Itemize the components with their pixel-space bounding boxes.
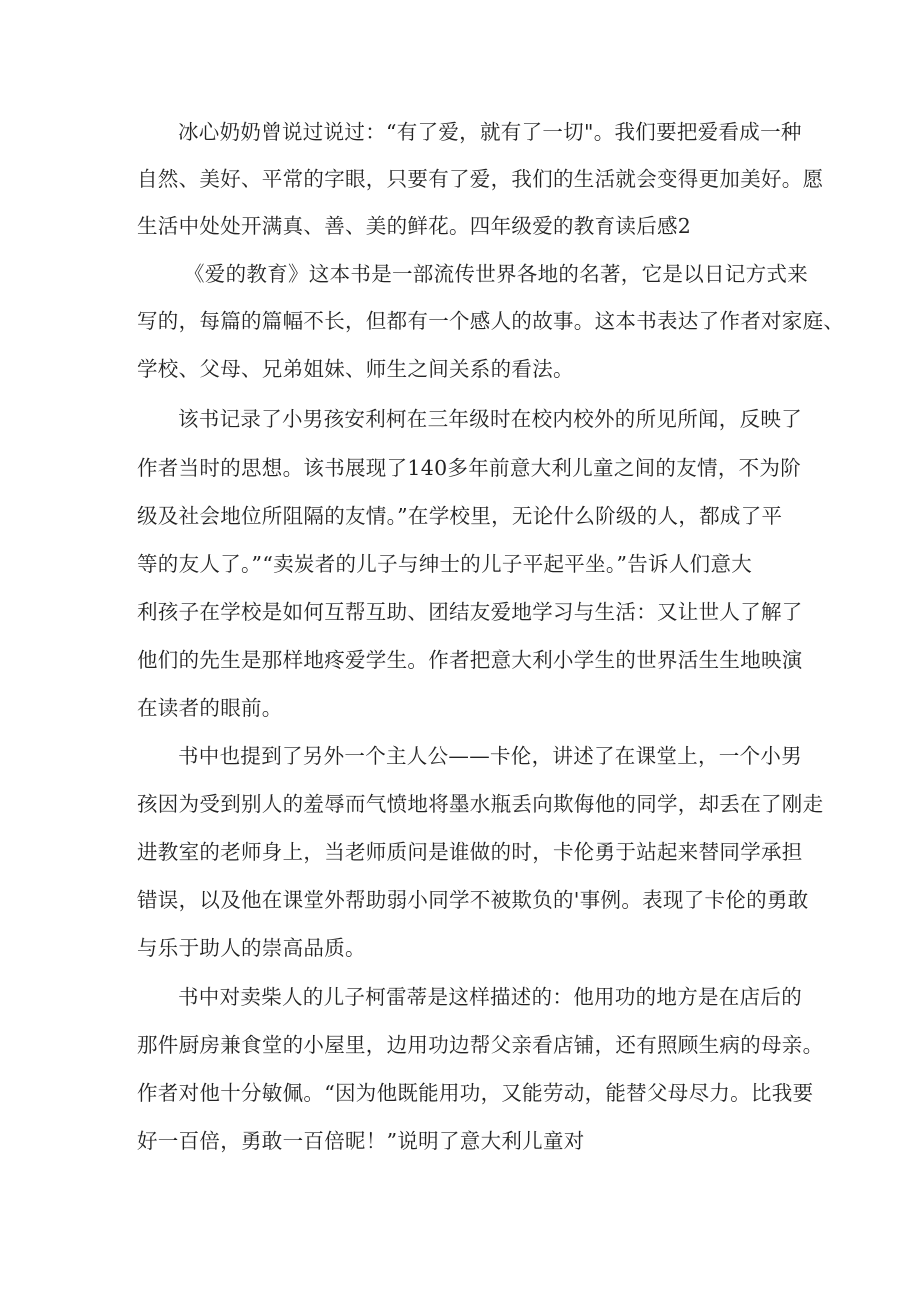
paragraph-1-line-3: 生活中处处开满真、善、美的鲜花。四年级爱的教育读后感2 xyxy=(137,214,692,238)
paragraph-2-line-3: 学校、父母、兄弟姐妹、师生之间关系的看法。 xyxy=(137,357,574,381)
paragraph-2-line-1: 《爱的教育》这本书是一部流传世界各地的名著，它是以日记方式来 xyxy=(184,262,808,286)
paragraph-3-line-7: 在读者的眼前。 xyxy=(137,696,283,720)
paragraph-4-line-1: 书中也提到了另外一个主人公——卡伦，讲述了在课堂上，一个小男 xyxy=(178,744,802,768)
paragraph-4-line-4: 错误，以及他在课堂外帮助弱小同学不被欺负的'事例。表现了卡伦的勇敢 xyxy=(137,888,809,912)
paragraph-5-line-4: 好一百倍，勇敢一百倍昵！”说明了意大利儿童对 xyxy=(137,1129,585,1153)
paragraph-1-line-1: 冰心奶奶曾说过说过：“有了爱，就有了一切"。我们要把爱看成一种 xyxy=(178,120,802,144)
paragraph-3-line-6: 他们的先生是那样地疼爱学生。作者把意大利小学生的世界活生生地映演 xyxy=(137,648,803,672)
paragraph-4-line-5: 与乐于助人的崇高品质。 xyxy=(137,936,366,960)
paragraph-5-line-1: 书中对卖柴人的儿子柯雷蒂是这样描述的：他用功的地方是在店后的 xyxy=(178,985,802,1009)
paragraph-3-line-4: 等的友人了。”“卖炭者的儿子与绅士的儿子平起平坐。”告诉人们意大 xyxy=(137,552,753,576)
paragraph-1-line-2: 自然、美好、平常的字眼，只要有了爱，我们的生活就会变得更加美好。愿 xyxy=(137,167,824,191)
paragraph-2-line-2: 写的，每篇的篇幅不长，但都有一个感人的故事。这本书表达了作者对家庭、 xyxy=(137,309,845,333)
paragraph-3-line-1: 该书记录了小男孩安利柯在三年级时在校内校外的所见所闻，反映了 xyxy=(178,407,802,431)
paragraph-5-line-2: 那件厨房兼食堂的小屋里，边用功边帮父亲看店铺，还有照顾生病的母亲。 xyxy=(137,1033,824,1057)
paragraph-5-line-3: 作者对他十分敏佩。“因为他既能用功，又能劳动，能替父母尽力。比我要 xyxy=(137,1081,814,1105)
paragraph-3-line-5: 利孩子在学校是如何互帮互助、团结友爱地学习与生活：又让世人了解了 xyxy=(137,600,803,624)
paragraph-3-line-2: 作者当时的思想。该书展现了140多年前意大利儿童之间的友情，不为阶 xyxy=(137,456,802,480)
paragraph-4-line-2: 孩因为受到别人的羞辱而气愤地将墨水瓶丢向欺侮他的同学，却丢在了刚走 xyxy=(137,792,824,816)
paragraph-4-line-3: 进教室的老师身上，当老师质问是谁做的时，卡伦勇于站起来替同学承担 xyxy=(137,840,803,864)
paragraph-3-line-3: 级及社会地位所阻隔的友情。”在学校里，无论什么阶级的人，都成了平 xyxy=(137,504,783,528)
